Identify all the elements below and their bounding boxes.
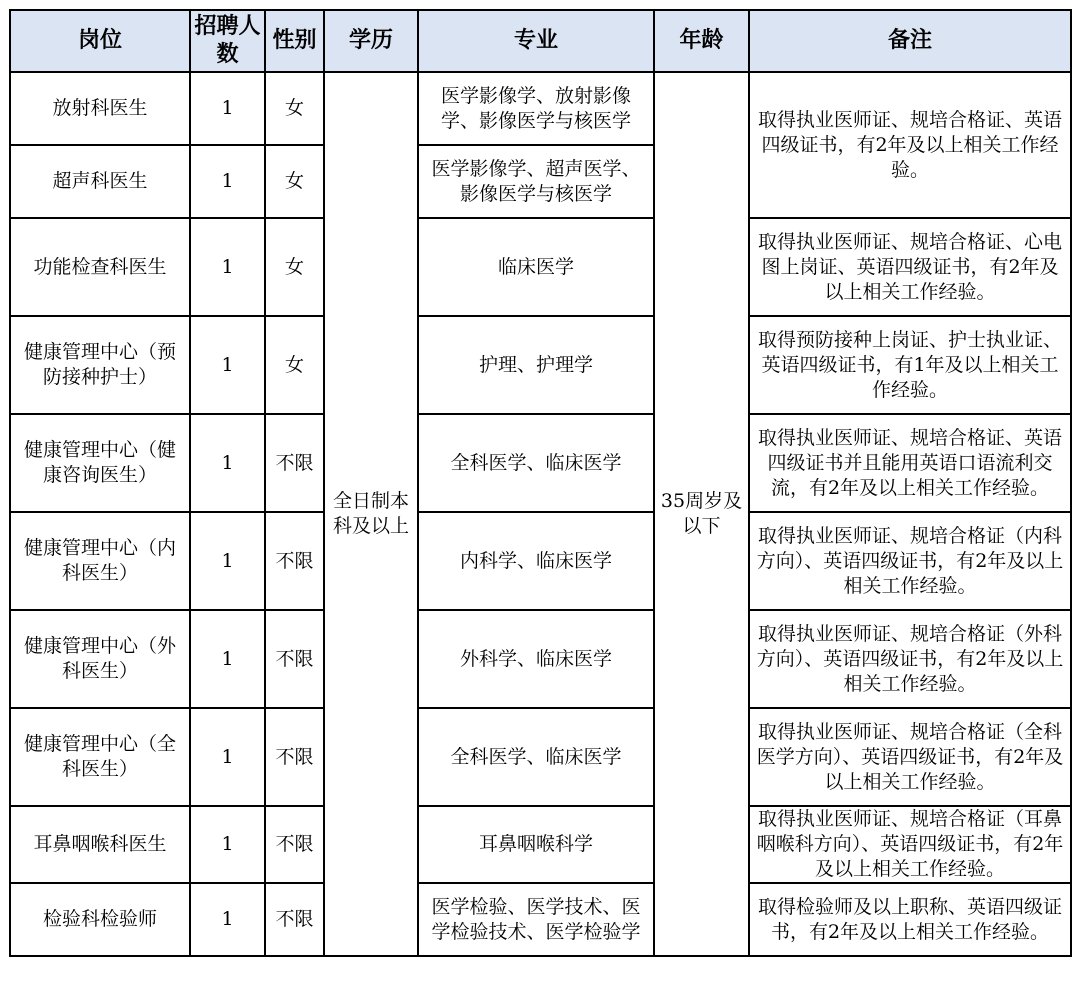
- position-cell: 耳鼻咽喉科医生: [10, 806, 190, 883]
- gender-cell: 女: [265, 218, 324, 316]
- count-cell: 1: [190, 316, 265, 414]
- header-major: 专业: [418, 10, 654, 72]
- position-cell: 健康管理中心（预防接种护士）: [10, 316, 190, 414]
- count-cell: 1: [190, 806, 265, 883]
- gender-cell: 不限: [265, 414, 324, 512]
- major-cell: 护理、护理学: [418, 316, 654, 414]
- gender-cell: 不限: [265, 806, 324, 883]
- education-cell: 全日制本科及以上: [324, 72, 418, 956]
- table-row: [10, 316, 1071, 414]
- recruitment-table: [9, 9, 1072, 957]
- count-cell: 1: [190, 512, 265, 610]
- position-cell: 检验科检验师: [10, 883, 190, 956]
- position-cell: 超声科医生: [10, 145, 190, 218]
- count-cell: 1: [190, 883, 265, 956]
- table-row: [10, 218, 1071, 316]
- header-remark: 备注: [749, 10, 1071, 72]
- major-cell: 内科学、临床医学: [418, 512, 654, 610]
- table-row: [10, 806, 1071, 883]
- gender-cell: 女: [265, 145, 324, 218]
- major-cell: 全科医学、临床医学: [418, 708, 654, 806]
- count-cell: 1: [190, 72, 265, 145]
- position-cell: 健康管理中心（外科医生）: [10, 610, 190, 708]
- count-cell: 1: [190, 708, 265, 806]
- gender-cell: 不限: [265, 708, 324, 806]
- table-row: [10, 610, 1071, 708]
- gender-cell: 不限: [265, 610, 324, 708]
- remark-cell: 取得执业医师证、规培合格证、英语四级证书，有2年及以上相关工作经验。: [749, 72, 1071, 218]
- remark-cell: 取得执业医师证、规培合格证（耳鼻咽喉科方向）、英语四级证书，有2年及以上相关工作经验。: [749, 806, 1071, 883]
- gender-cell: 女: [265, 316, 324, 414]
- remark-cell: 取得执业医师证、规培合格证（全科医学方向）、英语四级证书，有2年及以上相关工作经验。: [749, 708, 1071, 806]
- major-cell: 外科学、临床医学: [418, 610, 654, 708]
- major-cell: 医学影像学、放射影像学、影像医学与核医学: [418, 72, 654, 145]
- position-cell: 健康管理中心（内科医生）: [10, 512, 190, 610]
- major-cell: 全科医学、临床医学: [418, 414, 654, 512]
- table-row: [10, 414, 1071, 512]
- remark-cell: 取得执业医师证、规培合格证（外科方向）、英语四级证书，有2年及以上相关工作经验。: [749, 610, 1071, 708]
- remark-cell: 取得检验师及以上职称、英语四级证书，有2年及以上相关工作经验。: [749, 883, 1071, 956]
- position-cell: 健康管理中心（健康咨询医生）: [10, 414, 190, 512]
- remark-cell: 取得执业医师证、规培合格证、英语四级证书并且能用英语口语流利交流，有2年及以上相关工作经验。: [749, 414, 1071, 512]
- header-education: 学历: [324, 10, 418, 72]
- header-count: 招聘人数: [190, 10, 265, 72]
- table-row: [10, 708, 1071, 806]
- header-position: 岗位: [10, 10, 190, 72]
- remark-cell: 取得执业医师证、规培合格证（内科方向）、英语四级证书，有2年及以上相关工作经验。: [749, 512, 1071, 610]
- header-age: 年龄: [654, 10, 749, 72]
- table-header: [10, 10, 1071, 72]
- major-cell: 医学检验、医学技术、医学检验技术、医学检验学: [418, 883, 654, 956]
- header-gender: 性别: [265, 10, 324, 72]
- position-cell: 功能检查科医生: [10, 218, 190, 316]
- major-cell: 临床医学: [418, 218, 654, 316]
- position-cell: 放射科医生: [10, 72, 190, 145]
- table-row: [10, 72, 1071, 145]
- gender-cell: 女: [265, 72, 324, 145]
- gender-cell: 不限: [265, 883, 324, 956]
- table-body: [10, 72, 1071, 956]
- major-cell: 医学影像学、超声医学、影像医学与核医学: [418, 145, 654, 218]
- table-row: [10, 883, 1071, 956]
- count-cell: 1: [190, 145, 265, 218]
- count-cell: 1: [190, 610, 265, 708]
- remark-cell: 取得预防接种上岗证、护士执业证、英语四级证书，有1年及以上相关工作经验。: [749, 316, 1071, 414]
- remark-cell: 取得执业医师证、规培合格证、心电图上岗证、英语四级证书，有2年及以上相关工作经验。: [749, 218, 1071, 316]
- position-cell: 健康管理中心（全科医生）: [10, 708, 190, 806]
- gender-cell: 不限: [265, 512, 324, 610]
- table-row: [10, 512, 1071, 610]
- major-cell: 耳鼻咽喉科学: [418, 806, 654, 883]
- count-cell: 1: [190, 414, 265, 512]
- age-cell: 35周岁及以下: [654, 72, 749, 956]
- count-cell: 1: [190, 218, 265, 316]
